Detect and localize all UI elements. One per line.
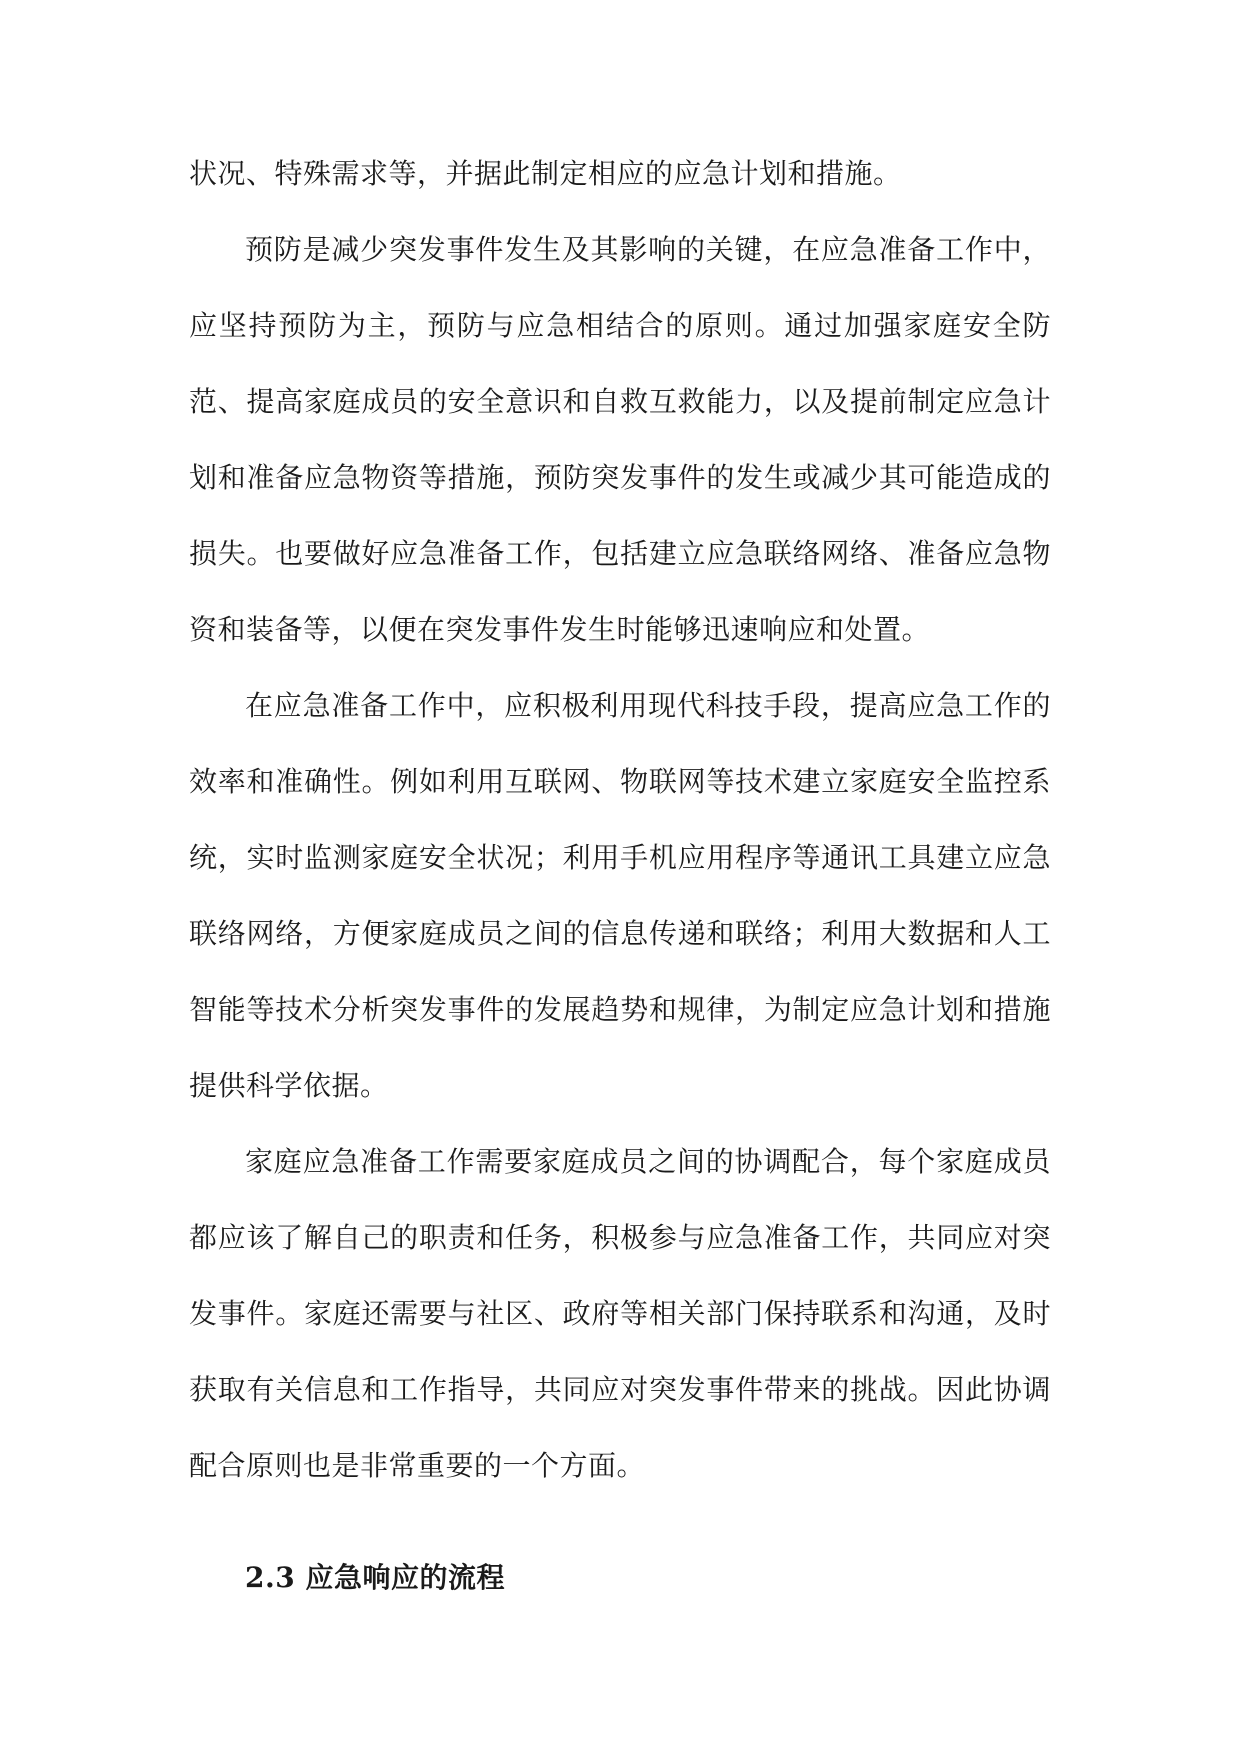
paragraph-continuation: 状况、特殊需求等，并据此制定相应的应急计划和措施。 [189,157,902,190]
section-heading: 2.3 应急响应的流程 [245,1561,505,1594]
page-body [189,136,1051,1608]
paragraph-technology: 在应急准备工作中，应积极利用现代科技手段，提高应急工作的效率和准确性。例如利用互联网、物联网等技术建立家庭安全监控系统，实时监测家庭安全状况；利用手机应用程序等通讯工具建立应急联络网络，方便家庭成员之间的信息传递和联络；利用大数据和人工智能等技术分析突发事件的发展趋势和规律，为制定应急计划和措施提供科学依据。 [189,689,1051,1102]
paragraph-coordination: 家庭应急准备工作需要家庭成员之间的协调配合，每个家庭成员都应该了解自己的职责和任务，积极参与应急准备工作，共同应对突发事件。家庭还需要与社区、政府等相关部门保持联系和沟通，及时获取有关信息和工作指导，共同应对突发事件带来的挑战。因此协调配合原则也是非常重要的一个方面。 [189,1145,1051,1482]
paragraph-prevention: 预防是减少突发事件发生及其影响的关键，在应急准备工作中，应坚持预防为主，预防与应急相结合的原则。通过加强家庭安全防范、提高家庭成员的安全意识和自救互救能力，以及提前制定应急计划和准备应急物资等措施，预防突发事件的发生或减少其可能造成的损失。也要做好应急准备工作，包括建立应急联络网络、准备应急物资和装备等，以便在突发事件发生时能够迅速响应和处置。 [189,233,1051,646]
